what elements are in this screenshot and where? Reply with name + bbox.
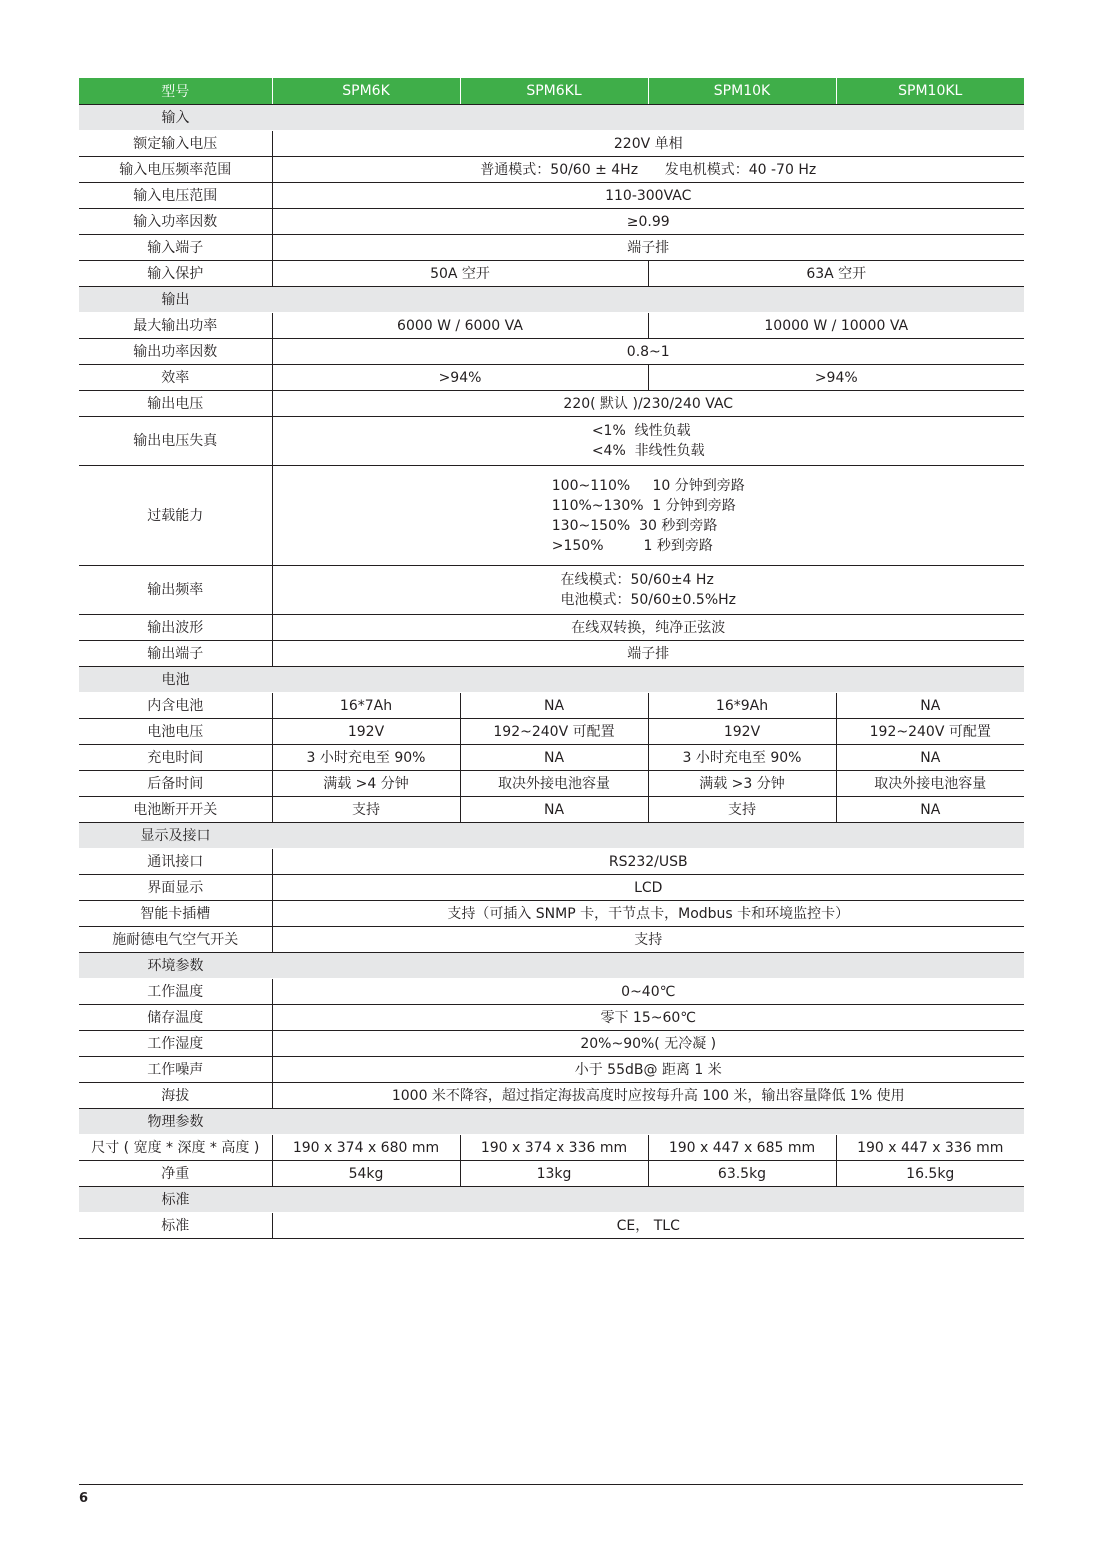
section-row bbox=[79, 287, 1024, 313]
spec-value-text: NA bbox=[543, 749, 565, 766]
section-fill bbox=[272, 287, 1024, 313]
page-number: 6 bbox=[79, 1491, 89, 1506]
spec-value bbox=[272, 209, 1024, 235]
spec-value-text: 端子排 bbox=[627, 645, 670, 662]
header-model-label: 型号 bbox=[79, 78, 272, 105]
spec-value bbox=[460, 719, 648, 745]
spec-value bbox=[272, 1005, 1024, 1031]
spec-value bbox=[460, 1135, 648, 1161]
section-row bbox=[79, 667, 1024, 693]
spec-value-text: 零下 15~60℃ bbox=[600, 1009, 697, 1026]
section-fill bbox=[272, 823, 1024, 849]
spec-value-text: 190 x 374 x 336 mm bbox=[480, 1139, 628, 1156]
spec-value-text: 16.5kg bbox=[906, 1165, 955, 1182]
spec-label: 效率 bbox=[79, 365, 272, 391]
section-label: 物理参数 bbox=[79, 1109, 272, 1135]
spec-row bbox=[79, 1161, 1024, 1187]
spec-value-text: ≥0.99 bbox=[626, 213, 670, 230]
spec-value-text: 110-300VAC bbox=[605, 187, 692, 204]
spec-value-text: 取决外接电池容量 bbox=[874, 775, 987, 792]
spec-row bbox=[79, 466, 1024, 566]
spec-value-text: 支持（可插入 SNMP 卡，干节点卡，Modbus 卡和环境监控卡） bbox=[447, 905, 850, 922]
spec-value-text: 满载 >3 分钟 bbox=[699, 775, 785, 792]
spec-label: 输出功率因数 bbox=[79, 339, 272, 365]
spec-value bbox=[272, 157, 1024, 183]
spec-value-text: 50A 空开 bbox=[430, 265, 490, 282]
spec-row bbox=[79, 391, 1024, 417]
spec-value bbox=[272, 927, 1024, 953]
spec-value bbox=[648, 1161, 836, 1187]
spec-value-text: 在线模式：50/60±4 Hz 电池模式：50/60±0.5%Hz bbox=[560, 572, 737, 608]
section-row bbox=[79, 1109, 1024, 1135]
spec-value bbox=[272, 797, 460, 823]
spec-label: 工作噪声 bbox=[79, 1057, 272, 1083]
spec-label: 标准 bbox=[79, 1213, 272, 1239]
spec-label: 输出波形 bbox=[79, 615, 272, 641]
spec-value-text: 支持 bbox=[728, 801, 756, 818]
header-spm10kl: SPM10KL bbox=[836, 78, 1024, 105]
spec-row bbox=[79, 1135, 1024, 1161]
spec-value bbox=[836, 797, 1024, 823]
spec-value-text: 6000 W / 6000 VA bbox=[397, 317, 523, 334]
section-label: 环境参数 bbox=[79, 953, 272, 979]
spec-value-text: 220( 默认 )/230/240 VAC bbox=[563, 395, 734, 412]
spec-value bbox=[460, 693, 648, 719]
spec-value bbox=[272, 901, 1024, 927]
spec-row bbox=[79, 693, 1024, 719]
spec-row bbox=[79, 235, 1024, 261]
spec-row bbox=[79, 1083, 1024, 1109]
spec-row bbox=[79, 1031, 1024, 1057]
spec-value bbox=[272, 261, 648, 287]
spec-value-text: 100~110% 10 分钟到旁路 110%~130% 1 分钟到旁路 130~150% 30 秒到旁路 >150% 1 秒到旁路 bbox=[551, 477, 745, 554]
spec-value bbox=[648, 719, 836, 745]
spec-value bbox=[272, 849, 1024, 875]
section-row bbox=[79, 1187, 1024, 1213]
spec-row bbox=[79, 849, 1024, 875]
spec-label: 输出电压 bbox=[79, 391, 272, 417]
spec-value bbox=[272, 1161, 460, 1187]
section-fill bbox=[272, 1187, 1024, 1213]
spec-label: 界面显示 bbox=[79, 875, 272, 901]
header-spm6kl: SPM6KL bbox=[460, 78, 648, 105]
spec-row bbox=[79, 719, 1024, 745]
spec-value bbox=[836, 771, 1024, 797]
spec-label: 输入功率因数 bbox=[79, 209, 272, 235]
spec-value bbox=[272, 313, 648, 339]
section-fill bbox=[272, 953, 1024, 979]
spec-value-text: NA bbox=[543, 801, 565, 818]
spec-value-text: 支持 bbox=[634, 931, 663, 948]
spec-row bbox=[79, 927, 1024, 953]
spec-value-text: NA bbox=[920, 801, 941, 818]
spec-value-text: 支持 bbox=[352, 801, 380, 818]
spec-value-text: >94% bbox=[814, 369, 858, 386]
spec-label: 额定输入电压 bbox=[79, 131, 272, 157]
spec-value bbox=[272, 1083, 1024, 1109]
spec-value bbox=[272, 183, 1024, 209]
spec-label: 净重 bbox=[79, 1161, 272, 1187]
spec-value-text: CE， TLC bbox=[616, 1217, 680, 1234]
spec-row bbox=[79, 745, 1024, 771]
spec-value-text: 1000 米不降容，超过指定海拔高度时应按每升高 100 米，输出容量降低 1% 使用 bbox=[391, 1087, 905, 1104]
header-spm10k: SPM10K bbox=[648, 78, 836, 105]
spec-label: 电池电压 bbox=[79, 719, 272, 745]
spec-value-text: 取决外接电池容量 bbox=[498, 775, 610, 792]
spec-value-text: 63.5kg bbox=[717, 1165, 767, 1182]
spec-value-text: 16*9Ah bbox=[715, 697, 769, 714]
spec-value bbox=[648, 261, 1024, 287]
spec-value-text: 63A 空开 bbox=[806, 265, 867, 282]
spec-body bbox=[79, 105, 1024, 1239]
spec-value bbox=[648, 313, 1024, 339]
spec-label: 尺寸 ( 宽度 * 深度 * 高度 ) bbox=[79, 1135, 272, 1161]
spec-label: 输入电压频率范围 bbox=[79, 157, 272, 183]
section-fill bbox=[272, 105, 1024, 131]
spec-value-text: 54kg bbox=[348, 1165, 384, 1182]
spec-label: 输出电压失真 bbox=[79, 417, 272, 466]
spec-row bbox=[79, 261, 1024, 287]
spec-value-text: NA bbox=[920, 749, 941, 766]
spec-value bbox=[272, 615, 1024, 641]
spec-value-text: 190 x 374 x 680 mm bbox=[292, 1139, 440, 1156]
spec-value-text: 16*7Ah bbox=[339, 697, 393, 714]
spec-value-text: 0~40℃ bbox=[621, 983, 676, 1000]
spec-value bbox=[272, 745, 460, 771]
section-label: 输入 bbox=[79, 105, 272, 131]
spec-value-text: 220V 单相 bbox=[613, 135, 683, 152]
spec-value-text: 190 x 447 x 685 mm bbox=[668, 1139, 816, 1156]
spec-label: 工作湿度 bbox=[79, 1031, 272, 1057]
spec-row bbox=[79, 797, 1024, 823]
spec-value-text: NA bbox=[543, 697, 565, 714]
spec-value bbox=[272, 131, 1024, 157]
spec-value-text: 小于 55dB@ 距离 1 米 bbox=[574, 1061, 722, 1078]
spec-value bbox=[648, 693, 836, 719]
spec-value-text: 13kg bbox=[536, 1165, 572, 1182]
section-fill bbox=[272, 1109, 1024, 1135]
spec-row bbox=[79, 365, 1024, 391]
spec-value bbox=[272, 979, 1024, 1005]
spec-value-text: 192V bbox=[723, 723, 761, 740]
spec-value-text: <1% 线性负载 <4% 非线性负载 bbox=[591, 423, 705, 459]
spec-value bbox=[272, 235, 1024, 261]
spec-label: 工作温度 bbox=[79, 979, 272, 1005]
spec-row bbox=[79, 641, 1024, 667]
spec-value bbox=[272, 466, 1024, 566]
spec-value-text: LCD bbox=[634, 879, 663, 896]
spec-value bbox=[272, 1135, 460, 1161]
spec-value bbox=[460, 745, 648, 771]
spec-label: 充电时间 bbox=[79, 745, 272, 771]
spec-row bbox=[79, 875, 1024, 901]
spec-value-text: RS232/USB bbox=[608, 853, 688, 870]
section-label: 输出 bbox=[79, 287, 272, 313]
spec-label: 输出频率 bbox=[79, 566, 272, 615]
spec-value bbox=[460, 1161, 648, 1187]
section-row bbox=[79, 823, 1024, 849]
spec-value bbox=[272, 641, 1024, 667]
spec-value-text: 20%~90%( 无冷凝 ) bbox=[580, 1035, 717, 1052]
spec-value-text: 192~240V 可配置 bbox=[493, 723, 615, 740]
spec-label: 输出端子 bbox=[79, 641, 272, 667]
spec-label: 输入端子 bbox=[79, 235, 272, 261]
section-label: 电池 bbox=[79, 667, 272, 693]
spec-row bbox=[79, 209, 1024, 235]
spec-value bbox=[272, 719, 460, 745]
spec-value-text: >94% bbox=[438, 369, 482, 386]
spec-value bbox=[648, 745, 836, 771]
spec-value bbox=[272, 391, 1024, 417]
spec-value bbox=[272, 693, 460, 719]
spec-label: 储存温度 bbox=[79, 1005, 272, 1031]
spec-value bbox=[272, 1213, 1024, 1239]
spec-row bbox=[79, 1005, 1024, 1031]
spec-value-text: 192~240V 可配置 bbox=[869, 723, 991, 740]
spec-row bbox=[79, 615, 1024, 641]
spec-value bbox=[272, 417, 1024, 466]
spec-label: 通讯接口 bbox=[79, 849, 272, 875]
spec-value bbox=[272, 566, 1024, 615]
section-label: 标准 bbox=[79, 1187, 272, 1213]
spec-value bbox=[272, 365, 648, 391]
spec-value-text: 在线双转换，纯净正弦波 bbox=[571, 619, 726, 636]
spec-value-text: 10000 W / 10000 VA bbox=[764, 317, 909, 334]
section-label: 显示及接口 bbox=[79, 823, 272, 849]
spec-row bbox=[79, 131, 1024, 157]
spec-value bbox=[272, 771, 460, 797]
spec-row bbox=[79, 1213, 1024, 1239]
section-row bbox=[79, 953, 1024, 979]
spec-label: 过载能力 bbox=[79, 466, 272, 566]
spec-value bbox=[648, 797, 836, 823]
header-spm6k: SPM6K bbox=[272, 78, 460, 105]
spec-value bbox=[836, 1161, 1024, 1187]
spec-label: 输入保护 bbox=[79, 261, 272, 287]
spec-value-text: 190 x 447 x 336 mm bbox=[857, 1139, 1004, 1156]
section-row bbox=[79, 105, 1024, 131]
spec-row bbox=[79, 157, 1024, 183]
spec-value bbox=[648, 771, 836, 797]
spec-value bbox=[460, 771, 648, 797]
spec-value-text: 192V bbox=[347, 723, 385, 740]
spec-label: 后备时间 bbox=[79, 771, 272, 797]
spec-label: 最大输出功率 bbox=[79, 313, 272, 339]
spec-label: 施耐德电气空气开关 bbox=[79, 927, 272, 953]
spec-value bbox=[648, 365, 1024, 391]
spec-row bbox=[79, 339, 1024, 365]
spec-value bbox=[836, 745, 1024, 771]
spec-row bbox=[79, 313, 1024, 339]
footer-rule bbox=[79, 1484, 1023, 1485]
spec-row bbox=[79, 183, 1024, 209]
spec-value-text: NA bbox=[920, 697, 941, 714]
spec-value-text: 满载 >4 分钟 bbox=[323, 775, 409, 792]
spec-row bbox=[79, 566, 1024, 615]
spec-label: 内含电池 bbox=[79, 693, 272, 719]
spec-value-text: 3 小时充电至 90% bbox=[682, 749, 802, 766]
spec-value-text: 端子排 bbox=[627, 239, 670, 256]
spec-row bbox=[79, 771, 1024, 797]
spec-value-text: 0.8~1 bbox=[626, 343, 670, 360]
spec-row bbox=[79, 979, 1024, 1005]
spec-value bbox=[836, 1135, 1024, 1161]
spec-row bbox=[79, 417, 1024, 466]
spec-value bbox=[836, 719, 1024, 745]
spec-value bbox=[272, 875, 1024, 901]
spec-row bbox=[79, 1057, 1024, 1083]
spec-value-text: 普通模式：50/60 ± 4Hz 发电机模式：40 -70 Hz bbox=[480, 161, 817, 178]
header-row bbox=[79, 78, 1024, 105]
spec-value bbox=[460, 797, 648, 823]
spec-value-text: 3 小时充电至 90% bbox=[306, 749, 426, 766]
spec-label: 电池断开开关 bbox=[79, 797, 272, 823]
spec-label: 智能卡插槽 bbox=[79, 901, 272, 927]
section-fill bbox=[272, 667, 1024, 693]
spec-value bbox=[272, 339, 1024, 365]
spec-table bbox=[79, 78, 1024, 1239]
spec-label: 海拔 bbox=[79, 1083, 272, 1109]
spec-value bbox=[648, 1135, 836, 1161]
spec-label: 输入电压范围 bbox=[79, 183, 272, 209]
spec-value bbox=[272, 1057, 1024, 1083]
spec-row bbox=[79, 901, 1024, 927]
spec-value bbox=[836, 693, 1024, 719]
spec-value bbox=[272, 1031, 1024, 1057]
